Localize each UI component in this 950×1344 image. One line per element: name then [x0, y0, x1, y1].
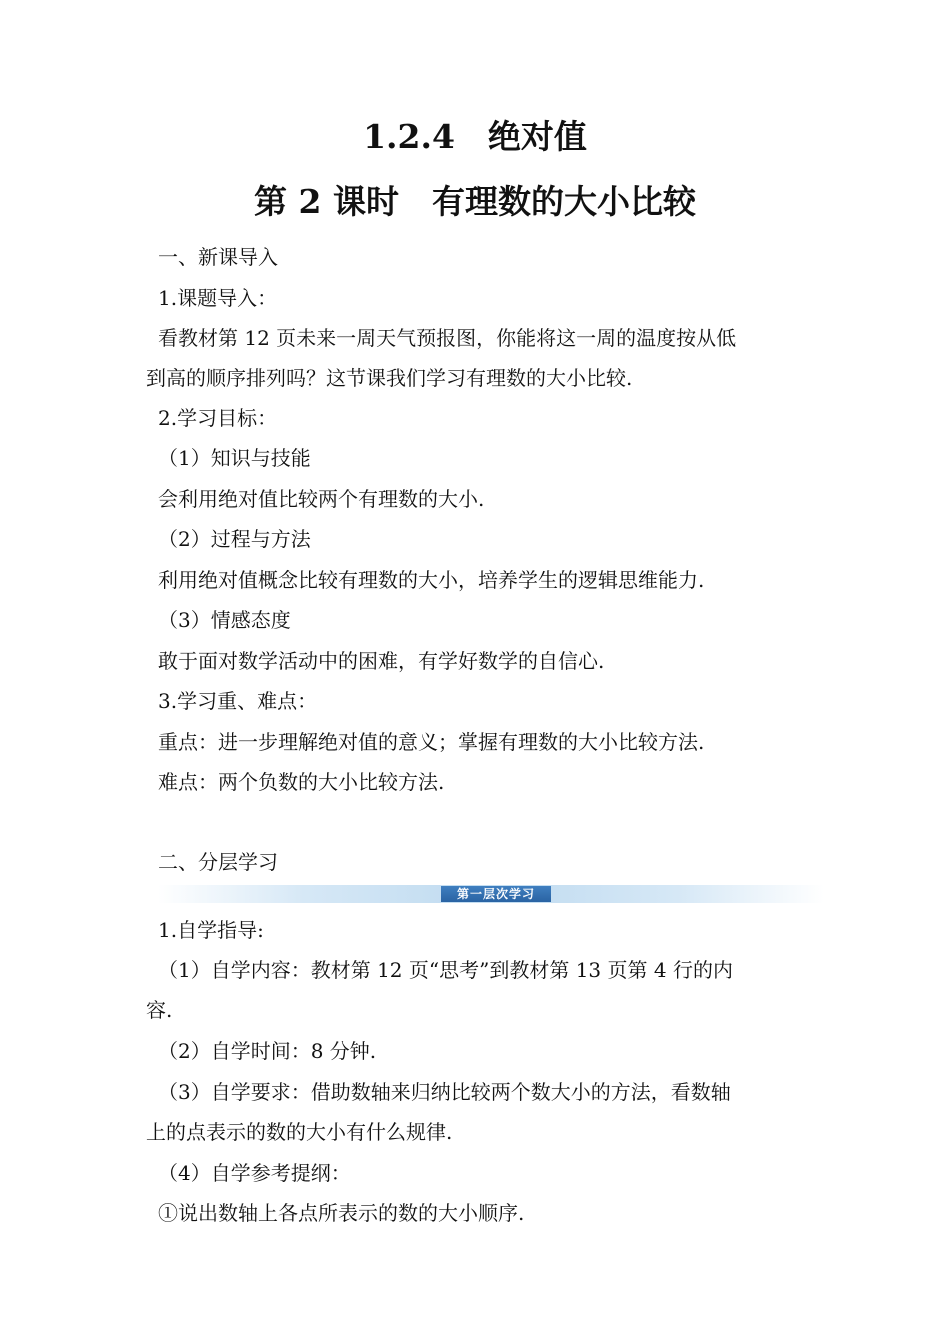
paragraph-line: 看教材第 12 页未来一周天气预报图，你能将这一周的温度按从低 [158, 326, 737, 350]
paragraph-line: 敢于面对数学活动中的困难，有学好数学的自信心. [158, 649, 605, 673]
section-heading-layered: 二、分层学习 [158, 850, 278, 874]
self-study-heading: 1.自学指导: [158, 918, 264, 942]
objective-subheading: （2）过程与方法 [158, 527, 311, 551]
objectives-heading: 2.学习目标： [158, 406, 278, 430]
section-heading-intro: 一、新课导入 [158, 245, 278, 269]
paragraph-line: （3）自学要求：借助数轴来归纳比较两个数大小的方法，看数轴 [158, 1080, 731, 1104]
key-points-heading: 3.学习重、难点： [158, 689, 318, 713]
paragraph-line: 利用绝对值概念比较有理数的大小，培养学生的逻辑思维能力. [158, 568, 705, 592]
paragraph-line: （2）自学时间：8 分钟. [158, 1039, 377, 1063]
paragraph-line: 难点：两个负数的大小比较方法. [158, 770, 445, 794]
lesson-subtitle: 第 2 课时 有理数的大小比较 [254, 182, 696, 221]
level-banner [158, 885, 824, 903]
objective-subheading: （3）情感态度 [158, 608, 291, 632]
paragraph-line: 上的点表示的数的大小有什么规律. [146, 1120, 453, 1144]
paragraph-line: ①说出数轴上各点所表示的数的大小顺序. [158, 1201, 525, 1225]
paragraph-line: 重点：进一步理解绝对值的意义；掌握有理数的大小比较方法. [158, 730, 705, 754]
page-title: 1.2.4 绝对值 [363, 117, 587, 156]
paragraph-line: 会利用绝对值比较两个有理数的大小. [158, 487, 485, 511]
topic-intro-heading: 1.课题导入： [158, 286, 278, 310]
paragraph-line: （1）自学内容：教材第 12 页“思考”到教材第 13 页第 4 行的内 [158, 958, 733, 982]
paragraph-line: 到高的顺序排列吗？这节课我们学习有理数的大小比较. [146, 366, 633, 390]
paragraph-line: 容. [146, 998, 173, 1022]
level-banner-label: 第一层次学习 [441, 886, 551, 902]
objective-subheading: （1）知识与技能 [158, 446, 311, 470]
paragraph-line: （4）自学参考提纲： [158, 1161, 351, 1185]
